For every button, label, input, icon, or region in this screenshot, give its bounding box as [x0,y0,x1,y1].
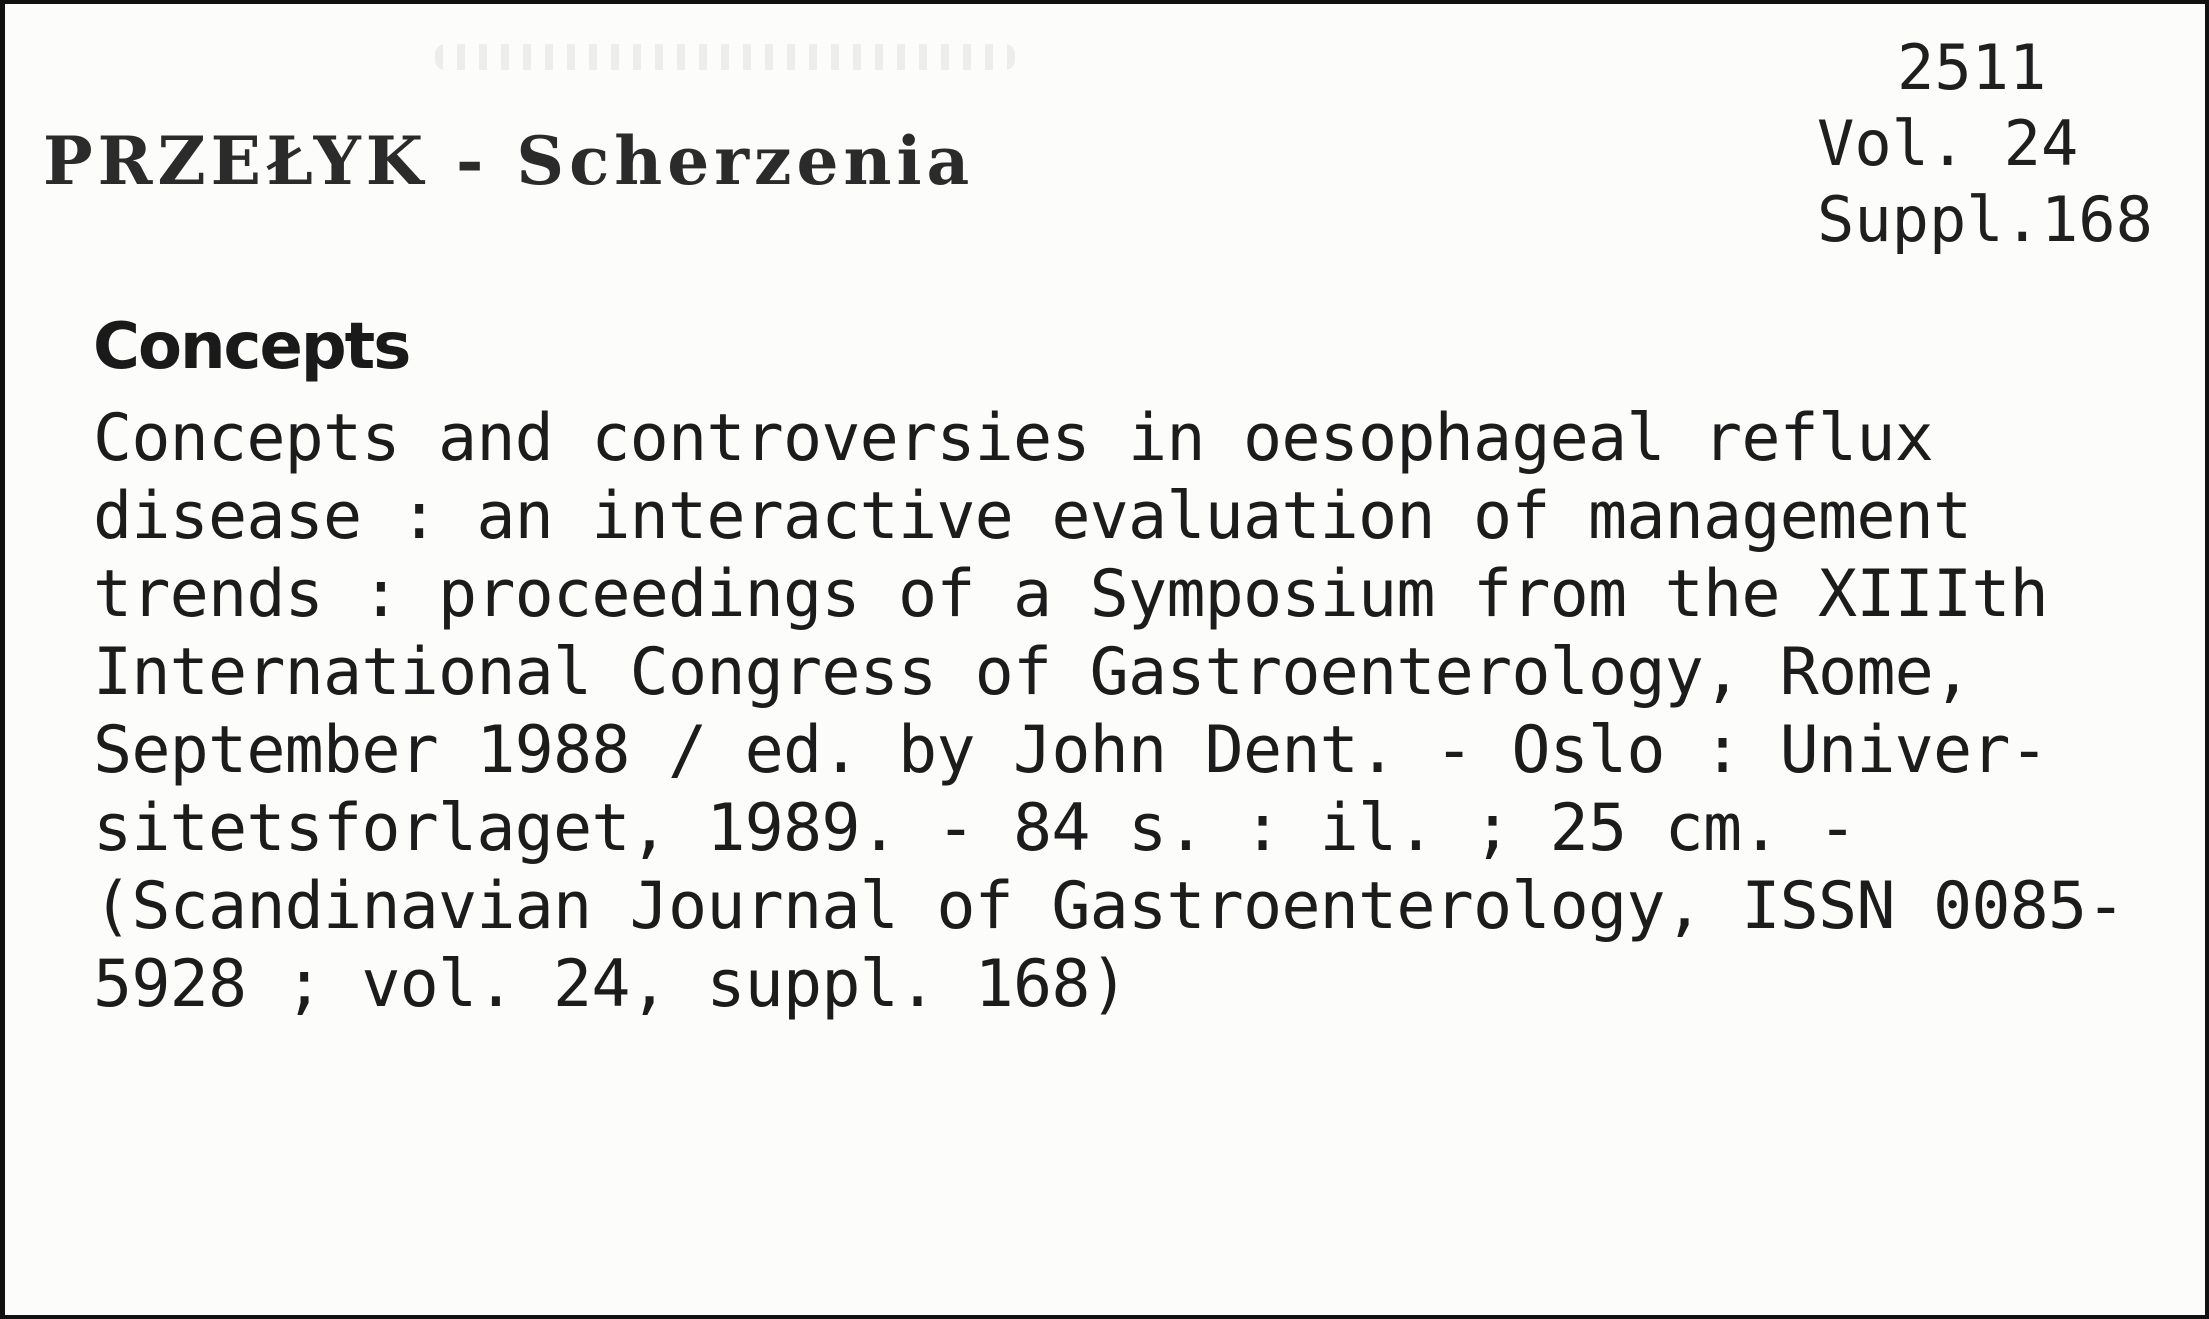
faded-smudge [435,44,1015,70]
entry-word: Concepts [93,310,410,384]
description-line: (Scandinavian Journal of Gastroenterology, ISSN 0085- [93,869,2125,944]
call-number-supplement: Suppl.168 [1817,183,2153,256]
description-line: Concepts and controversies in oesophageal reflux [93,401,1933,476]
call-number-id: 2511 [1897,31,2047,104]
description-line: sitetsforlaget, 1989. - 84 s. : il. ; 25 cm. - [93,791,1857,866]
description-line: International Congress of Gastroenterology, Rome, [93,635,1972,710]
description-line: 5928 ; vol. 24, suppl. 168) [93,947,1128,1022]
description-line: September 1988 / ed. by John Dent. - Oslo : Univer- [93,713,2048,788]
call-number [1817,30,2153,258]
bibliographic-description [93,400,2125,1024]
call-number-volume: Vol. 24 [1817,107,2079,180]
subject-heading: PRZEŁYK - Scherzenia [43,122,975,200]
description-line: trends : proceedings of a Symposium from the XIIIth [93,557,2048,632]
description-line: disease : an interactive evaluation of management [93,479,1972,554]
